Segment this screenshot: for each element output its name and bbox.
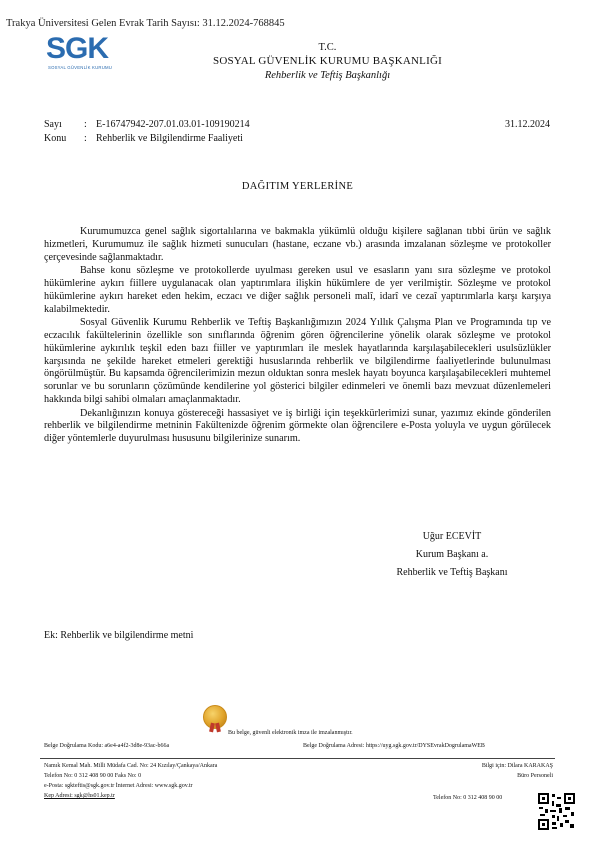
paragraph-4: Dekanlığınızın konuya göstereceği hassasiyet ve iş birliği için teşekkürlerimizi sunar, yazımız ekinde gönderilen rehberlik ve bilgilendirme metninin Fakültenizde öğrenim görmekte olan öğrencilere e-Posta yoluyla ve uygun görülecek diğer yöntemlerle duyurulması hususunu bilgilerinize sunarım. <box>44 407 551 444</box>
document-date: 31.12.2024 <box>505 119 550 130</box>
verify-address: Belge Doğrulama Adresi: https://uyg.sgk.gov.tr/DYSEvrakDogrulamaWEB <box>303 743 485 749</box>
distribution-heading: DAĞITIM YERLERİNE <box>241 181 354 192</box>
esign-note: Bu belge, güvenli elektronik imza ile imzalanmıştır. <box>228 730 353 736</box>
sayi-label: Sayı <box>44 119 62 130</box>
meta-konu-row <box>44 133 243 144</box>
footer-info-role: Büro Personeli <box>517 773 553 779</box>
meta-sayi-row <box>44 119 250 130</box>
sayi-value: E-16747942-207.01.03.01-109190214 <box>96 119 250 130</box>
footer-divider <box>40 758 555 759</box>
footer-info-phone: Telefon No: 0 312 408 90 00 <box>433 795 503 801</box>
footer-email: e-Posta: sgkteftis@sgk.gov.tr İnternet Adresi: www.sgk.gov.tr <box>44 783 193 789</box>
header-department: Rehberlik ve Teftiş Başkanlığı <box>264 70 391 81</box>
paragraph-3: Sosyal Güvenlik Kurumu Rehberlik ve Teftiş Başkanlığımızın 2024 Yıllık Çalışma Plan ve Programında tıp ve eczacılık fakültelerinin özellikle son sınıflarında öğrenim gören öğrencilerine yönelik olarak sözleşme ve protokol hükümlerine aykırılık teşkil eden bazı fiiller ve yaptırımları ile meslek hayatlarında karşılaşabilecekleri usulsüzlükler karşısında ne şekilde hareket etmeleri gerektiği hususlarında rehberlik ve bilgilendirme faaliyetlerinde bulunulması öngörülmüştür. Bu kapsamda öğrencilerimizin mezun olduktan sonra meslek hayatı boyunca karşılaşabilecekleri muhtemel sorunlar ve bu sorunların çözümünde kendilerine yol gösterici bilgiler edinmeleri ve önemli bazı mevzuat düzenlemeleri hakkında bilgi sahibi olmaları amaçlanmaktadır. <box>44 317 551 405</box>
footer-address: Namık Kemal Mah. Milli Müdafa Cad. No: 24 Kızılay/Çankaya/Ankara <box>44 763 218 769</box>
signature-title: Kurum Başkanı a. <box>415 549 489 560</box>
paragraph-2: Bahse konu sözleşme ve protokollerde uyulması gereken usul ve esasların yanı sıra sözleşme ve protokol hükümlerine aykırı fiillere uygulanacak olan yaptırımlara ilişkin hükümlere de yer verilmiştir. Sözleşme ve protokol hükümlerine aykırı hareket eden hekim, eczacı ve diğer sağlık personeli malî, idarî ve cezaî yaptırımlarla karşı karşıya kalabilmektedir. <box>44 265 551 315</box>
attachment-line: Ek: Rehberlik ve bilgilendirme metni <box>44 630 194 641</box>
incoming-document-stamp: Trakya Üniversitesi Gelen Evrak Tarih Sayısı: 31.12.2024-768845 <box>6 18 285 29</box>
footer-kep: Kep Adresi: sgk@hs01.kep.tr <box>44 793 115 799</box>
header-institution: SOSYAL GÜVENLİK KURUMU BAŞKANLIĞI <box>213 55 442 67</box>
sayi-colon: : <box>84 119 87 130</box>
logo-subtitle: SOSYAL GÜVENLİK KURUMU <box>48 65 113 70</box>
konu-colon: : <box>84 133 87 144</box>
footer-info-for: Bilgi için: Dilara KARAKAŞ <box>481 763 553 769</box>
konu-value: Rehberlik ve Bilgilendirme Faaliyeti <box>96 133 243 144</box>
konu-label: Konu <box>44 133 67 144</box>
logo-text: SGK <box>46 32 109 65</box>
esign-seal-icon <box>203 705 227 729</box>
signature-department: Rehberlik ve Teftiş Başkanı <box>396 567 508 578</box>
letter-body <box>44 226 551 446</box>
footer-phone: Telefon No: 0 312 408 90 00 Faks No: 0 <box>44 773 142 779</box>
verify-code: Belge Doğrulama Kodu: a6e4-a4f2-3d8e-93ac-b66a <box>44 743 170 749</box>
signature-name: Uğur ECEVİT <box>422 531 482 542</box>
qr-code-icon <box>538 793 575 830</box>
paragraph-1: Kurumumuzca genel sağlık sigortalılarına ve bakmakla yükümlü olduğu kişilere sağlanan tıbbi ürün ve sağlık hizmetleri, Kurumumuz ile sağlık hizmeti sunucuları (hastane, eczane vb.) arasında imzalanan sözleşme ve protokoller çerçevesinde sağlanmaktadır. <box>44 226 551 263</box>
header-tc: T.C. <box>318 42 337 53</box>
